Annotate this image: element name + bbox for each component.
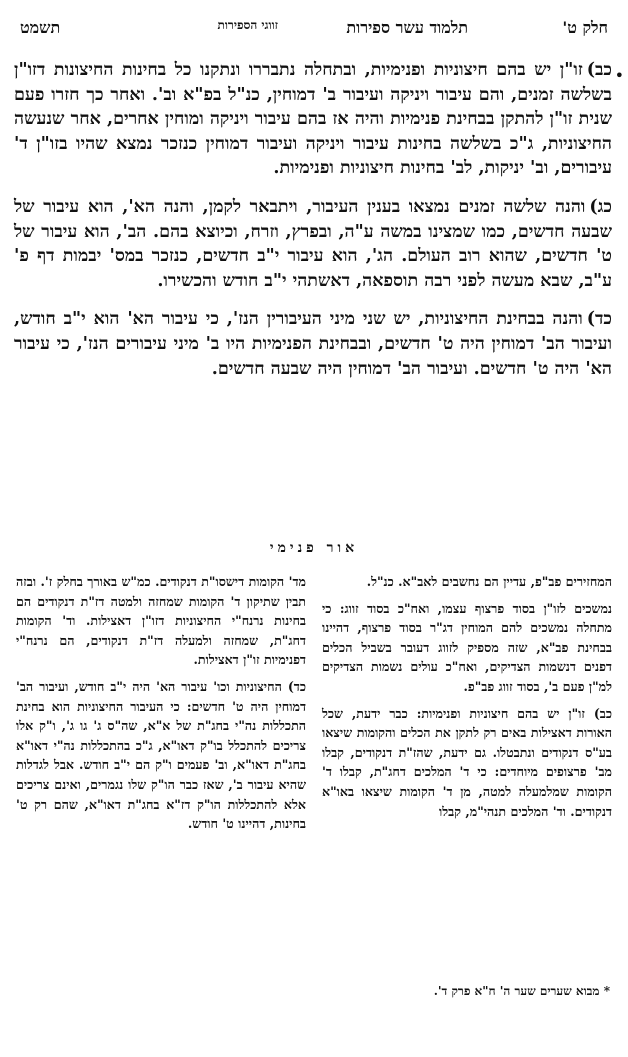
- commentary-term: נמשכים לזו"ן בסוד פרצוף עצמו, ואח"כ בסוד זווג:: [339, 600, 613, 616]
- commentary-text: כי מתחלה נמשכים להם המוחין דג"ר בסוד פרצוף, דהיינו בבחינת פב"א, שזה מספיק לזווג דעובר בשביל הכלים דפנים דנשמות הצדיקים, ואח"כ עולים נשמות הצדיקים למ"ן פעם ב', בסוד זווג פב"פ.: [322, 600, 612, 694]
- commentary-entry: [322, 572, 612, 592]
- book-title: תלמוד עשר ספירות: [346, 18, 468, 37]
- commentary-entry: [16, 572, 306, 670]
- paragraph-22: [14, 58, 612, 181]
- commentary-column-right: [322, 572, 612, 828]
- commentary-term: כב) זו"ן יש בהם חיצוניות ופנימיות:: [416, 705, 612, 721]
- commentary-title: אור פנימי: [269, 540, 359, 556]
- paragraph-number: כג): [589, 196, 612, 217]
- chapter-subtitle: זווגי הספירות: [217, 18, 278, 32]
- section-label: חלק ט': [562, 18, 608, 37]
- paragraph-number: כב): [586, 60, 612, 80]
- main-text: [14, 58, 624, 395]
- paragraph-text: והנה בבחינת החיצוניות, יש שני מיני העיבורין הנז', כי עיבור הא' הוא י"ב חודש, ועיבור הב' דמוחין היה ט' חדשים, ובבחינת הפנימיות היו ב' מיני עיבורים הנז', כי עיבור הא' היה ט' חדשים. ועיבור הב' דמוחין היה שבעה חדשים.: [14, 309, 612, 379]
- commentary-entry: [322, 599, 612, 697]
- commentary-entry: [322, 704, 612, 822]
- bullet-marker: •: [614, 66, 624, 85]
- paragraph-number: כד): [586, 309, 612, 330]
- commentary-text: המחזירים פב"פ, עדיין הם נחשבים לאב"א. כנ"ל.: [366, 574, 612, 589]
- commentary-entry: [16, 677, 306, 834]
- paragraph-text: והנה שלשה זמנים נמצאו בענין העיבור, ויתבאר לקמן, והנה הא', הוא עיבור של שבעה חדשים, כמו שמצינו במשה ע"ה, ובפרץ, וזרח, וכיוצא בהם. הב', הוא עיבור של ט' חדשים, שהוא רוב העולם. הג', הוא עיבור י"ב חדשים, כנזכר במס' יבמות דף פ' ע"ב, שבא מעשה לפני רבה תוספאה, דאשתהי י"ב חודש והכשירו.: [14, 196, 612, 291]
- footnote: * מבוא שערים שער ה' ח"א פרק ד'.: [433, 984, 610, 998]
- paragraph-24: [14, 307, 612, 381]
- paragraph-text: זו"ן יש בהם חיצוניות ופנימיות, ובתחלה נתבררו ונתקנו כל בחינות החיצונות דזו"ן בשלשה זמנים, והם עיבור ויניקה ועיבור ב' דמוחין, כנ"ל בפ"א וב'. ואחר כך חזרו פעם שנית זו"ן להתקן בבחינת פנימיות והיה אז בהם עיבור ויניקה ומוחין אחרים, אחר שנעשה החיצוניות, ג"כ בשלשה בחינות עיבור ויניקה ועיבור דמוחין כנזכר נמצא שהיו בזו"ן ד' עיבורים, וב' יניקות, לב' בחינות חיצוניות ופנימיות.: [14, 60, 612, 179]
- page-number-label: תשמט: [20, 18, 61, 37]
- commentary-column-left: [16, 572, 306, 841]
- commentary-text: מד' הקומות דישסו"ת דנקודים. כמ"ש באורך בחלק ז'. ובזה תבין שתיקון ד' הקומות שמחזה ולמטה דז"ת דנקודים הם בחינות נרנח"י החיצוניות דזו"ן דאצילות. וד' הקומות דחג"ת, שמחזה ולמעלה דז"ת דנקודים, הם נרנח"י דפנימיות זו"ן דאצילות.: [16, 574, 306, 668]
- commentary-term: כד) החיצוניות וכו' עיבור הא' היה י"ב חודש, ועיבור הב' דמוחין היה ט' חדשים:: [16, 678, 307, 714]
- paragraph-23: [14, 195, 612, 293]
- page-header: [20, 18, 608, 44]
- commentary-text: כי העיבור החיצוניות הוא בחינת התכללות נה"י בחג"ת של א"א, שה"ס ג' גו ג', ו"ק אלו צריכים להתכלל בו"ק דאו"א, ג"כ בהתכללות נה"י דאו"א בחג"ת דאו"א, וב' פעמים ו"ק הם י"ב חודש. אבל לגדלות שהיא עיבור ב', שאז כבר הו"ק שלו נגמרים, ואינם צריכים אלא להתכללות הו"ק דז"א בחג"ת דאו"א, שהם רק ט' בחינות, דהיינו ט' חודש.: [16, 698, 306, 832]
- commentary-text: כבר ידעת, שכל האורות דאצילות באים רק לתקן את הכלים והקומות שיצאו בע"ס דנקודים ונתבטלו. גם ידעת, שהז"ת דנקודים, קבלו מב' פרצופים מיוחדים: כי ד' המלכים דחג"ת, קבלו ד' הקומות שמלמעלה למטה, מן ד' הקומות שיצאו באו"א דנקודים. וד' המלכים תנהי"מ, קבלו: [322, 705, 612, 819]
